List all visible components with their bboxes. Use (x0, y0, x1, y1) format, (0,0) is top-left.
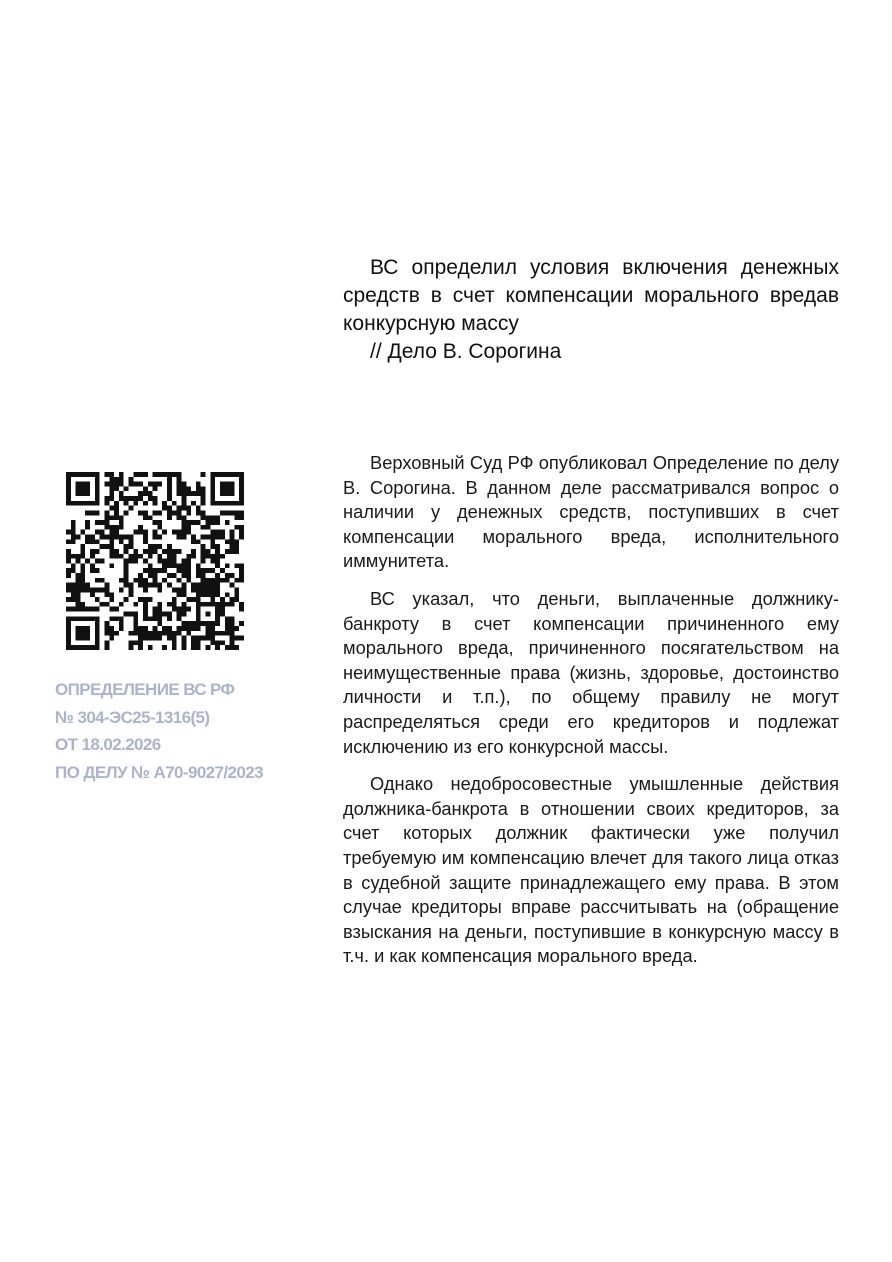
ruling-reference (55, 676, 305, 786)
ruling-reference-line: ПО ДЕЛУ № А70-9027/2023 (55, 762, 263, 782)
body-paragraph: Однако недобросовестные умышленные действия должника-банкрота в отношении своих кредиторов, за счет которых должник фактически уже получил требуемую им компенсацию влечет для такого лица отказ в судебной защите принадлежащего ему права. В этом случае кредиторы вправе рассчитывать на (обращение взыскания на деньги, поступившие в конкурсную массу в т.ч. и как компенсация морального вреда. (343, 773, 839, 967)
headline-case: // Дело В. Сорогина (370, 340, 562, 363)
qr-code-icon (66, 472, 244, 650)
body-paragraph: ВС указал, что деньги, выплаченные должнику-банкроту в счет компенсации причиненного ему морального вреда, причиненного посягательством на неимущественные права (жизнь, здоровье, достоинство личности и т.п.), по общему правилу не могут распределяться среди его кредиторов и подлежат исключению из его конкурсной массы. (343, 587, 839, 757)
qr-finder (66, 616, 100, 621)
headline (343, 254, 839, 366)
article-body (343, 451, 839, 982)
ruling-reference-line: № 304-ЭС25-1316(5) (55, 707, 210, 727)
qr-finder (66, 472, 100, 477)
qr-finder (210, 472, 244, 477)
ruling-reference-line: ОПРЕДЕЛЕНИЕ ВС РФ (55, 680, 235, 699)
body-paragraph: Верховный Суд РФ опубликовал Определение по делу В. Сорогина. В данном деле рассматривался вопрос о наличии у денежных средств, поступивших в счет компенсации морального вреда, исполнительного иммунитета. (343, 452, 839, 572)
headline-title: ВС определил условия включения денежных средств в счет компенсации морального вредав конкурсную массу (343, 256, 839, 335)
ruling-reference-line: ОТ 18.02.2026 (55, 735, 161, 754)
